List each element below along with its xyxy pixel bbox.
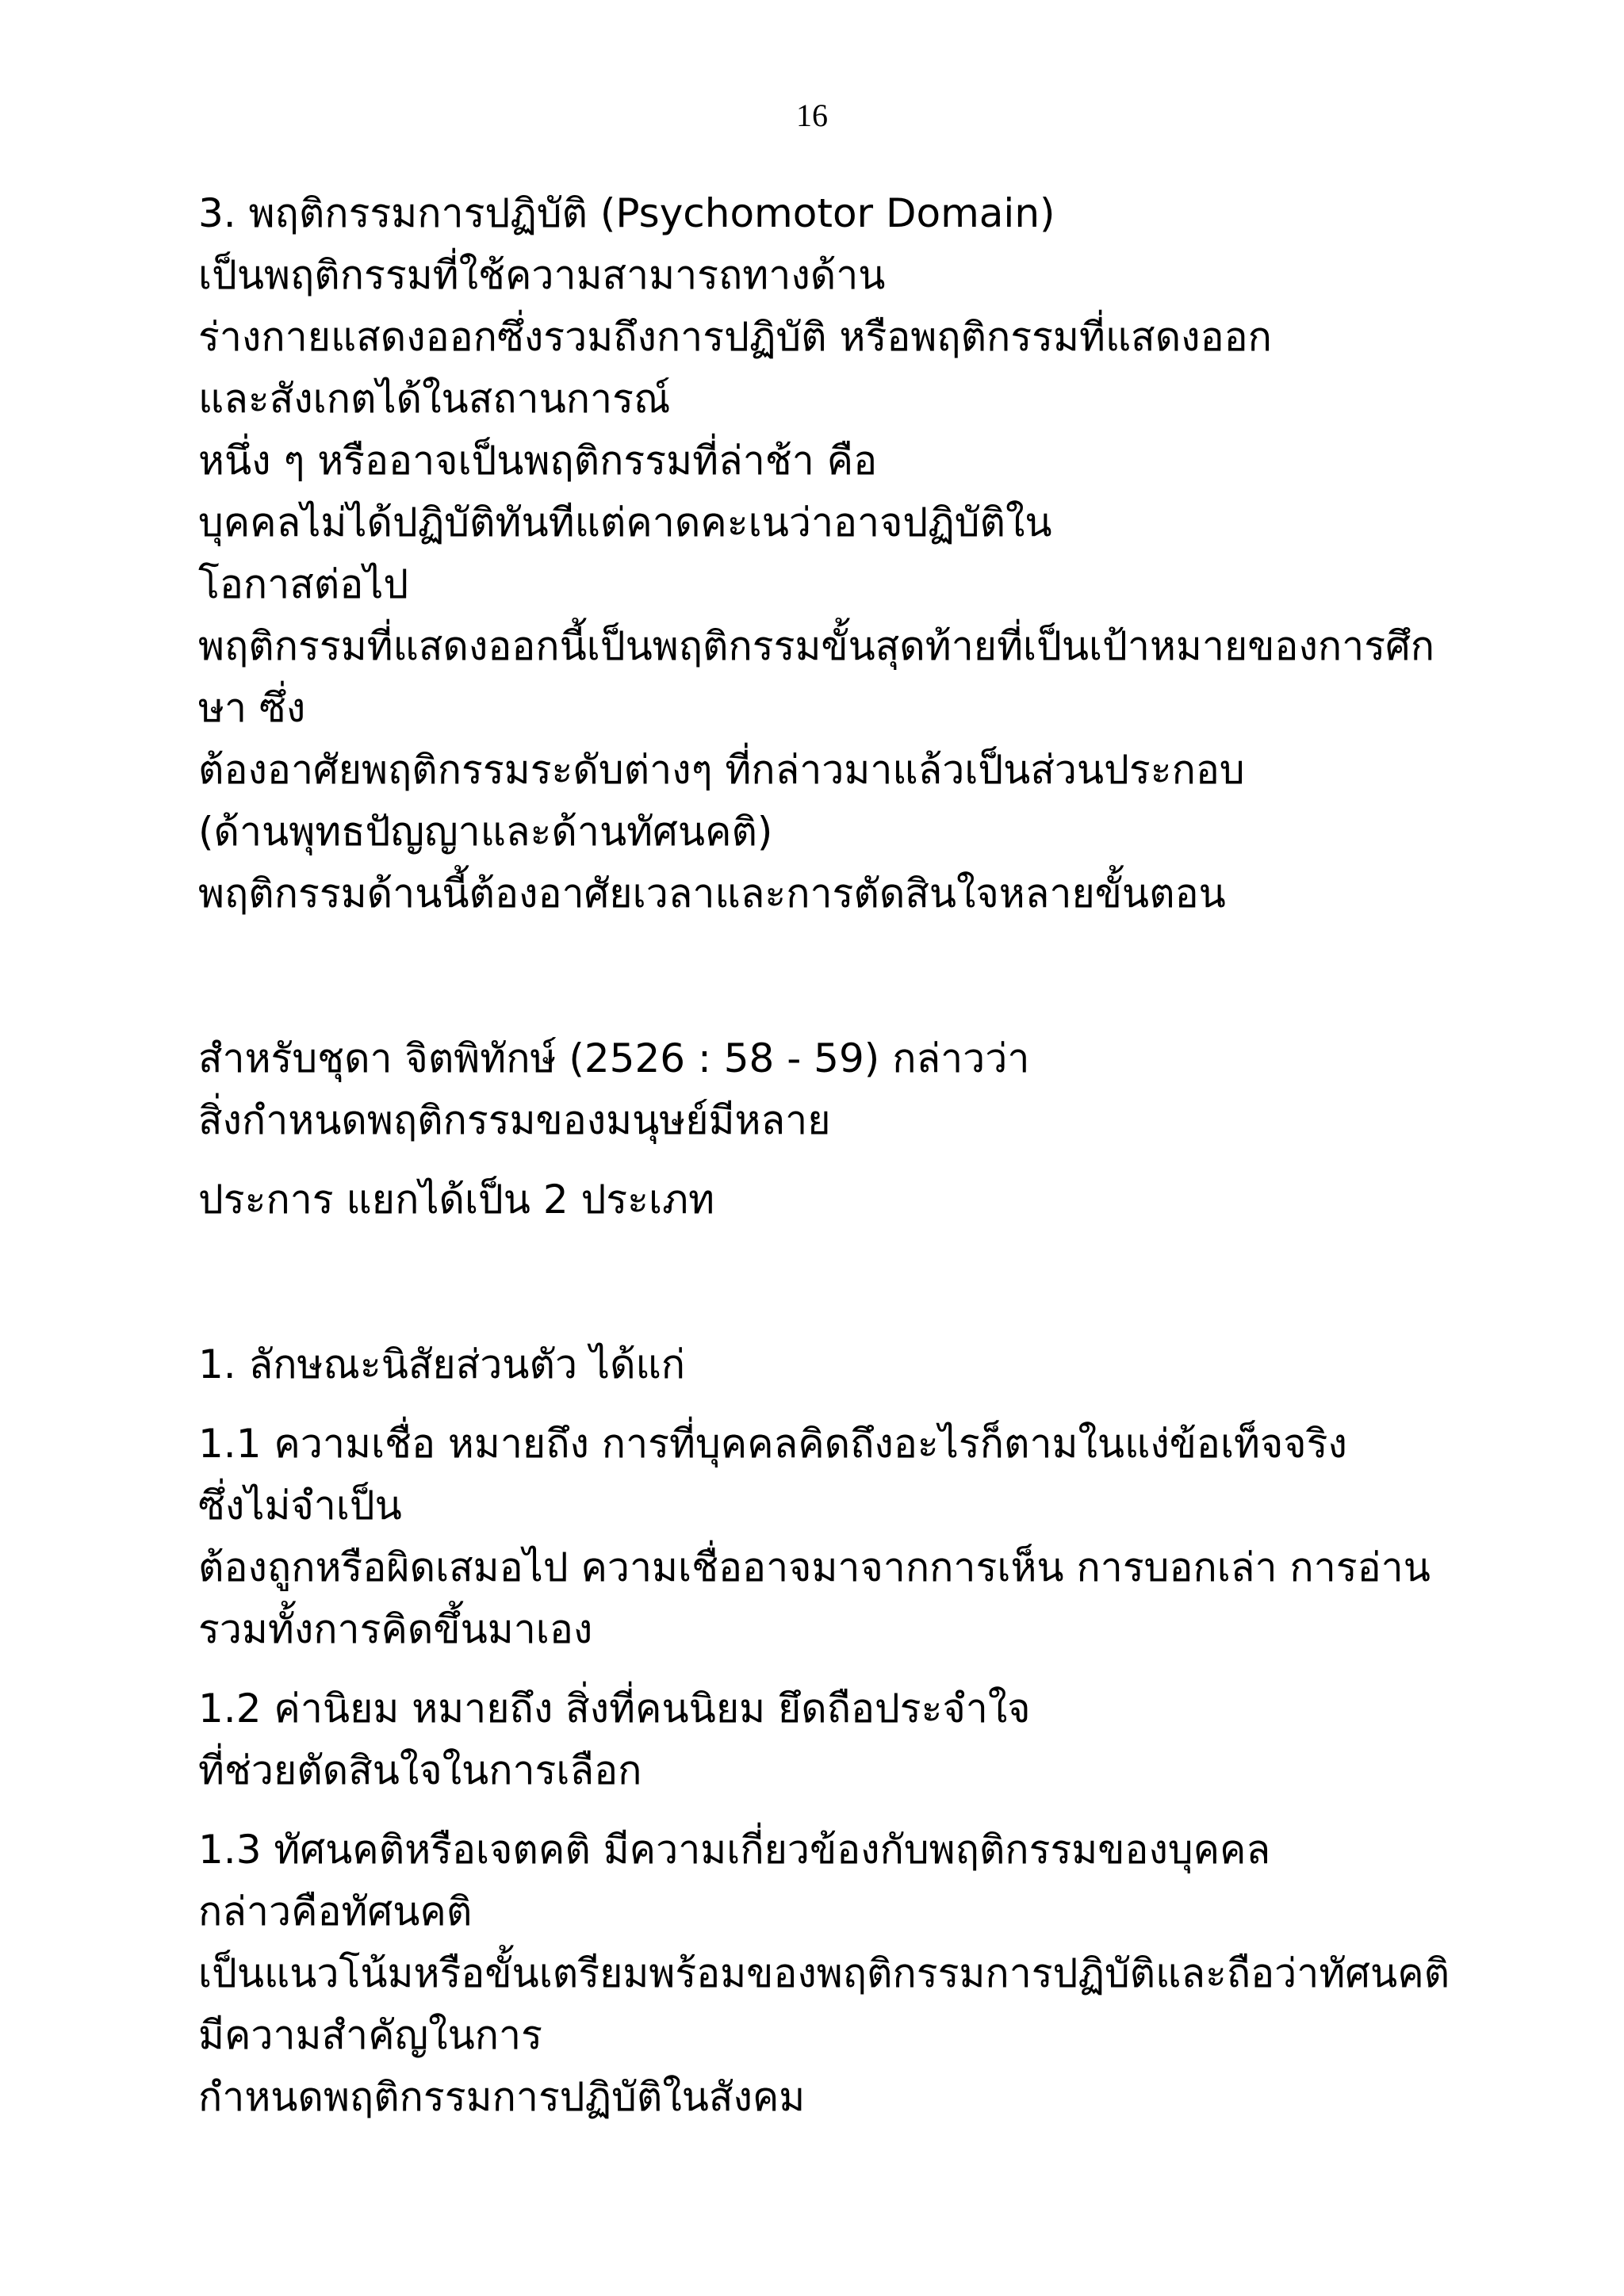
paragraph-line: และสังเกตได้ในสถานการณ์ xyxy=(198,376,671,422)
paragraph-line: บุคคลไม่ได้ปฏิบัติทันทีแต่คาดคะเนว่าอาจปฏิบัติใน xyxy=(198,499,1052,545)
paragraph-line: สำหรับชุดา จิตพิทักษ์ (2526 : 58 - 59) กล่าวว่า xyxy=(198,1035,1030,1081)
paragraph-line: หนึ่ง ๆ หรืออาจเป็นพฤติกรรมที่ล่าช้า คือ xyxy=(198,438,878,484)
spacer xyxy=(198,924,1515,1027)
list-item-belief xyxy=(198,1413,1515,1660)
list-item-attitude xyxy=(198,1819,1515,2128)
paragraph-line: ซึ่งไม่จำเป็น xyxy=(198,1483,402,1529)
paragraph-line: โอกาสต่อไป xyxy=(198,561,409,607)
paragraph-line: ษา ซึ่ง xyxy=(198,685,306,731)
paragraph-line: พฤติกรรมที่แสดงออกนี้เป็นพฤติกรรมขั้นสุดท้ายที่เป็นเป้าหมายของการศึก xyxy=(198,623,1435,669)
paragraph-line: ร่างกายแสดงออกซึ่งรวมถึงการปฏิบัติ หรือพฤติกรรมที่แสดงออก xyxy=(198,314,1272,360)
section-personal-traits xyxy=(198,1334,1515,2128)
page-number: 16 xyxy=(796,98,828,133)
paragraph-line: 1.1 ความเชื่อ หมายถึง การที่บุคคลคิดถึงอะไรก็ตามในแง่ข้อเท็จจริง xyxy=(198,1421,1347,1467)
spacer xyxy=(198,1395,1515,1413)
list-heading: 1. ลักษณะนิสัยส่วนตัว ได้แก่ xyxy=(198,1341,686,1387)
section-heading: 3. พฤติกรรมการปฏิบัติ (Psychomotor Domain) xyxy=(198,190,1055,236)
page-body xyxy=(198,182,1515,2128)
section-chuda xyxy=(198,1027,1515,1230)
paragraph-line: มีความสำคัญในการ xyxy=(198,2012,542,2058)
paragraph-line: สิ่งกำหนดพฤติกรรมของมนุษย์มีหลาย xyxy=(198,1097,831,1143)
paragraph-line: ต้องถูกหรือผิดเสมอไป ความเชื่ออาจมาจากการเห็น การบอกเล่า การอ่าน xyxy=(198,1544,1431,1590)
paragraph-line: เป็นพฤติกรรมที่ใช้ความสามารถทางด้าน xyxy=(198,252,886,298)
paragraph-line: กำหนดพฤติกรรมการปฏิบัติในสังคม xyxy=(198,2074,806,2120)
paragraph-line: ที่ช่วยตัดสินใจในการเลือก xyxy=(198,1747,642,1793)
paragraph-line: ประการ แยกได้เป็น 2 ประเภท xyxy=(198,1177,715,1223)
spacer xyxy=(198,1660,1515,1678)
paragraph-line: เป็นแนวโน้มหรือขั้นเตรียมพร้อมของพฤติกรรมการปฏิบัติและถือว่าทัศนคติ xyxy=(198,1950,1450,1996)
paragraph-line: (ด้านพุทธปัญญาและด้านทัศนคติ) xyxy=(198,809,773,855)
paragraph-line: กล่าวคือทัศนคติ xyxy=(198,1888,473,1934)
spacer xyxy=(198,1230,1515,1334)
spacer xyxy=(198,1151,1515,1169)
section-psychomotor xyxy=(198,182,1515,924)
paragraph-line: รวมทั้งการคิดขึ้นมาเอง xyxy=(198,1606,593,1652)
paragraph-line: 1.2 ค่านิยม หมายถึง สิ่งที่คนนิยม ยึดถือประจำใจ xyxy=(198,1686,1031,1732)
spacer xyxy=(198,1801,1515,1819)
paragraph-line: ต้องอาศัยพฤติกรรมระดับต่างๆ ที่กล่าวมาแล้วเป็นส่วนประกอบ xyxy=(198,747,1245,793)
paragraph-line: พฤติกรรมด้านนี้ต้องอาศัยเวลาและการตัดสินใจหลายขั้นตอน xyxy=(198,871,1226,916)
paragraph-line: 1.3 ทัศนคติหรือเจตคติ มีความเกี่ยวข้องกับพฤติกรรมของบุคคล xyxy=(198,1827,1271,1873)
list-item-values xyxy=(198,1678,1515,1801)
